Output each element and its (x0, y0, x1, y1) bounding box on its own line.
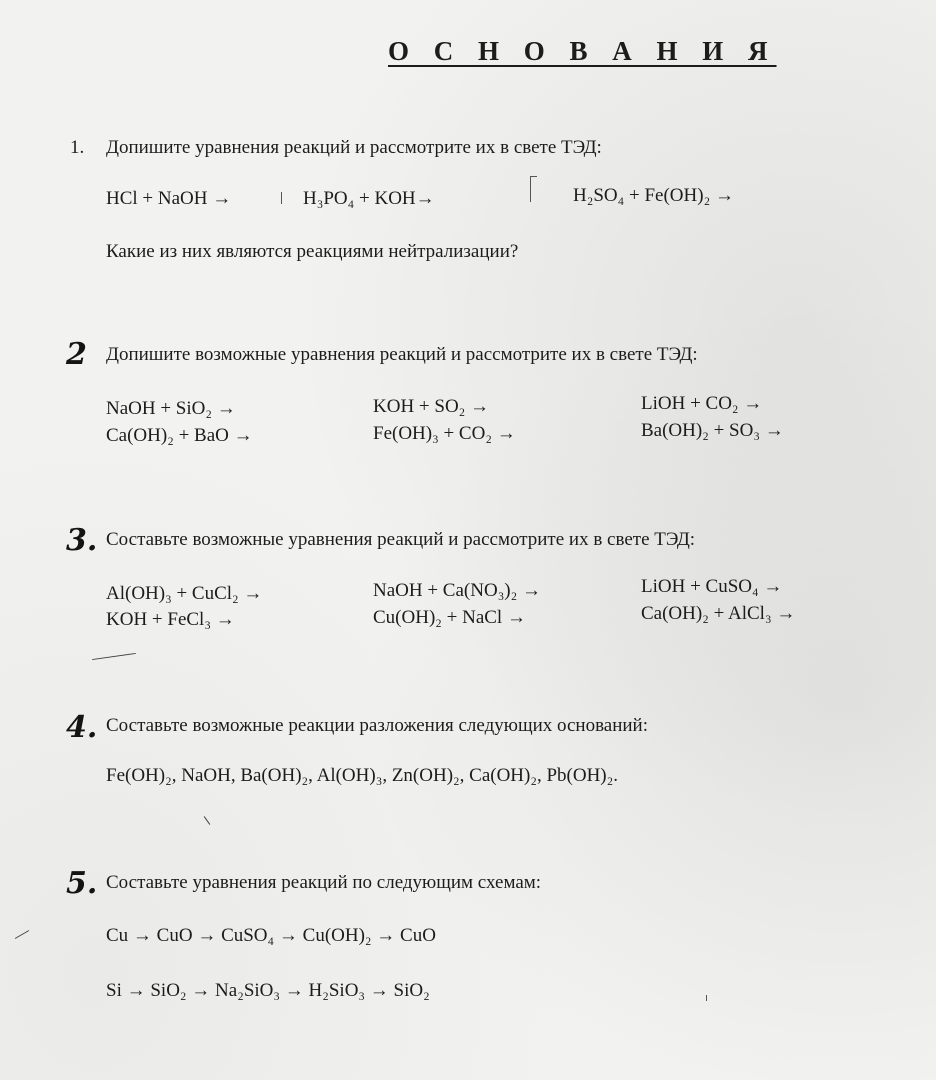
task-2-equation-3: LiOH + CO₂ → (641, 393, 763, 414)
task-3-text: Составьте возможные уравнения реакций и рассмотрите их в свете ТЭД: (106, 529, 696, 550)
task-1-text: Допишите уравнения реакций и рассмотрите их в свете ТЭД: (106, 137, 602, 158)
pen-mark (15, 930, 29, 939)
task-4-number: 4. (66, 710, 98, 745)
task-1-equation-2: H₃PO₄ + KOH→ (303, 188, 435, 209)
task-3-equation-2: NaOH + Ca(NO₃)₂ → (373, 580, 542, 601)
pen-mark (204, 816, 211, 825)
task-2-number: 2 (66, 337, 87, 372)
task-2-equation-4: Ca(OH)₂ + BaO → (106, 425, 253, 446)
pen-mark (281, 192, 282, 204)
task-5-scheme-1: Cu → CuO → CuSO₄ → Cu(OH)₂ → CuO (106, 925, 436, 946)
task-1-equation-1: HCl + NaOH → (106, 188, 232, 209)
task-3-equation-4: KOH + FeCl₃ → (106, 609, 235, 630)
task-2-equation-6: Ba(OH)₂ + SO₃ → (641, 420, 784, 441)
pen-mark (92, 653, 136, 660)
task-3-equation-5: Cu(OH)₂ + NaCl → (373, 607, 526, 628)
task-3-number: 3. (66, 523, 98, 558)
pen-mark (530, 176, 537, 177)
page-title: О С Н О В А Н И Я (388, 36, 777, 66)
task-1-equation-3: H₂SO₄ + Fe(OH)₂ → (573, 185, 734, 206)
task-4-text: Составьте возможные реакции разложения следующих оснований: (106, 715, 649, 736)
task-2-equation-1: NaOH + SiO₂ → (106, 398, 236, 419)
pen-mark (530, 176, 531, 202)
task-1-question: Какие из них являются реакциями нейтрализации? (106, 241, 519, 262)
task-5-text: Составьте уравнения реакций по следующим схемам: (106, 872, 542, 893)
task-1-number: 1. (70, 137, 85, 158)
task-5-scheme-2: Si → SiO₂ → Na₂SiO₃ → H₂SiO₃ → SiO₂ (106, 980, 430, 1001)
task-4-bases: Fe(OH)₂, NaOH, Ba(OH)₂, Al(OH)₃, Zn(OH)₂, Ca(OH)₂, Pb(OH)₂. (106, 765, 619, 786)
task-2-equation-2: KOH + SO₂ → (373, 396, 490, 417)
task-2-text: Допишите возможные уравнения реакций и рассмотрите их в свете ТЭД: (106, 344, 698, 365)
task-2-equation-5: Fe(OH)₃ + CO₂ → (373, 423, 516, 444)
task-3-equation-3: LiOH + CuSO₄ → (641, 576, 783, 597)
task-3-equation-1: Al(OH)₃ + CuCl₂ → (106, 583, 263, 604)
pen-mark (706, 995, 707, 1001)
task-5-number: 5. (66, 866, 98, 901)
task-3-equation-6: Ca(OH)₂ + AlCl₃ → (641, 603, 796, 624)
